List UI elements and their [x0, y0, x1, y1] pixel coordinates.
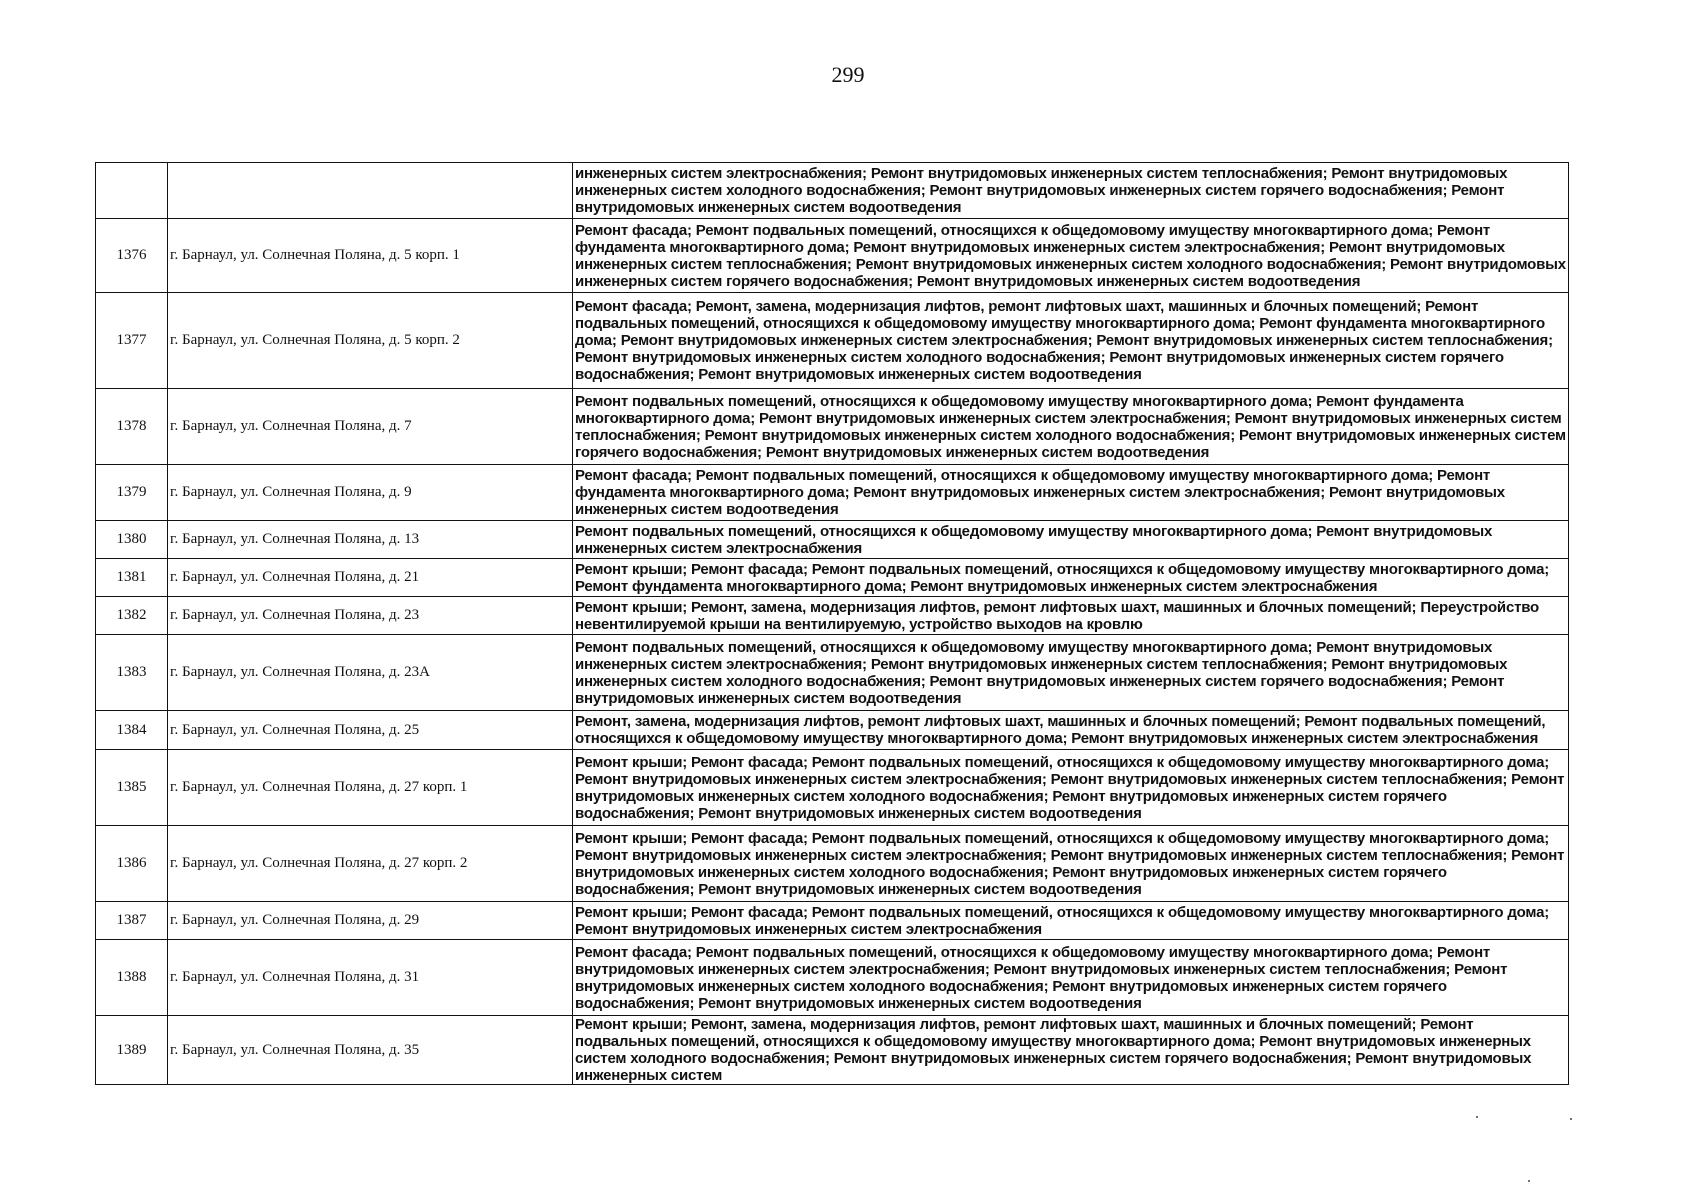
row-works: Ремонт крыши; Ремонт фасада; Ремонт подвальных помещений, относящихся к общедомовому имуществу многоквартирного дома; Ремонт фундамента многоквартирного дома; Ремонт внутридомовых инженерных систем электроснабжения: [573, 559, 1569, 597]
row-works: Ремонт фасада; Ремонт подвальных помещений, относящихся к общедомовому имуществу многоквартирного дома; Ремонт фундамента многоквартирного дома; Ремонт внутридомовых инженерных систем электроснабжения; Ремонт внутридомовых инженерных систем водоотведения: [573, 465, 1569, 521]
table-row: [96, 711, 1569, 750]
row-number: 1379: [96, 465, 168, 521]
table-row: [96, 389, 1569, 465]
row-works: Ремонт подвальных помещений, относящихся к общедомовому имуществу многоквартирного дома; Ремонт внутридомовых инженерных систем электроснабжения: [573, 521, 1569, 559]
row-address: г. Барнаул, ул. Солнечная Поляна, д. 23: [168, 597, 573, 635]
row-address: [168, 163, 573, 219]
row-works: Ремонт крыши; Ремонт, замена, модернизация лифтов, ремонт лифтовых шахт, машинных и блочных помещений; Переустройство невентилируемой крыши на вентилируемую, устройство выходов на кровлю: [573, 597, 1569, 635]
row-number: 1380: [96, 521, 168, 559]
table-row: [96, 465, 1569, 521]
row-number: 1388: [96, 940, 168, 1016]
registry-body: [96, 163, 1569, 1085]
scan-speck: [1570, 1118, 1572, 1120]
table-row: [96, 826, 1569, 902]
row-number: 1381: [96, 559, 168, 597]
row-number: 1384: [96, 711, 168, 750]
row-address: г. Барнаул, ул. Солнечная Поляна, д. 13: [168, 521, 573, 559]
row-address: г. Барнаул, ул. Солнечная Поляна, д. 25: [168, 711, 573, 750]
row-works: Ремонт крыши; Ремонт фасада; Ремонт подвальных помещений, относящихся к общедомовому имуществу многоквартирного дома; Ремонт внутридомовых инженерных систем электроснабжения; Ремонт внутридомовых инженерных систем теплоснабжения; Ремонт внутридомовых инженерных систем холодного водоснабжения; Ремонт внутридомовых инженерных систем горячего водоснабжения; Ремонт внутридомовых инженерных систем водоотведения: [573, 750, 1569, 826]
row-number: 1377: [96, 293, 168, 389]
row-address: г. Барнаул, ул. Солнечная Поляна, д. 35: [168, 1016, 573, 1085]
row-address: г. Барнаул, ул. Солнечная Поляна, д. 5 корп. 1: [168, 219, 573, 293]
row-number: 1387: [96, 902, 168, 940]
row-number: 1378: [96, 389, 168, 465]
row-works: Ремонт фасада; Ремонт, замена, модернизация лифтов, ремонт лифтовых шахт, машинных и блочных помещений; Ремонт подвальных помещений, относящихся к общедомовому имуществу многоквартирного дома; Ремонт фундамента многоквартирного дома; Ремонт внутридомовых инженерных систем электроснабжения; Ремонт внутридомовых инженерных систем теплоснабжения; Ремонт внутридомовых инженерных систем холодного водоснабжения; Ремонт внутридомовых инженерных систем горячего водоснабжения; Ремонт внутридомовых инженерных систем водоотведения: [573, 293, 1569, 389]
row-works: Ремонт крыши; Ремонт, замена, модернизация лифтов, ремонт лифтовых шахт, машинных и блочных помещений; Ремонт подвальных помещений, относящихся к общедомовому имуществу многоквартирного дома; Ремонт внутридомовых инженерных систем холодного водоснабжения; Ремонт внутридомовых инженерных систем горячего водоснабжения; Ремонт внутридомовых инженерных систем: [573, 1016, 1569, 1085]
row-address: г. Барнаул, ул. Солнечная Поляна, д. 7: [168, 389, 573, 465]
row-address: г. Барнаул, ул. Солнечная Поляна, д. 27 корп. 1: [168, 750, 573, 826]
row-works: Ремонт, замена, модернизация лифтов, ремонт лифтовых шахт, машинных и блочных помещений; Ремонт подвальных помещений, относящихся к общедомовому имуществу многоквартирного дома; Ремонт внутридомовых инженерных систем электроснабжения: [573, 711, 1569, 750]
row-works: Ремонт подвальных помещений, относящихся к общедомовому имуществу многоквартирного дома; Ремонт фундамента многоквартирного дома; Ремонт внутридомовых инженерных систем электроснабжения; Ремонт внутридомовых инженерных систем теплоснабжения; Ремонт внутридомовых инженерных систем холодного водоснабжения; Ремонт внутридомовых инженерных систем горячего водоснабжения; Ремонт внутридомовых инженерных систем водоотведения: [573, 389, 1569, 465]
table-row: [96, 635, 1569, 711]
row-address: г. Барнаул, ул. Солнечная Поляна, д. 9: [168, 465, 573, 521]
table-row: [96, 559, 1569, 597]
table-row: [96, 902, 1569, 940]
row-address: г. Барнаул, ул. Солнечная Поляна, д. 5 корп. 2: [168, 293, 573, 389]
row-works: инженерных систем электроснабжения; Ремонт внутридомовых инженерных систем теплоснабжения; Ремонт внутридомовых инженерных систем холодного водоснабжения; Ремонт внутридомовых инженерных систем горячего водоснабжения; Ремонт внутридомовых инженерных систем водоотведения: [573, 163, 1569, 219]
row-number: [96, 163, 168, 219]
table-row: [96, 163, 1569, 219]
scan-speck: [1528, 1180, 1530, 1182]
table-row: [96, 940, 1569, 1016]
row-number: 1385: [96, 750, 168, 826]
table-row: [96, 293, 1569, 389]
row-works: Ремонт крыши; Ремонт фасада; Ремонт подвальных помещений, относящихся к общедомовому имуществу многоквартирного дома; Ремонт внутридомовых инженерных систем электроснабжения; Ремонт внутридомовых инженерных систем теплоснабжения; Ремонт внутридомовых инженерных систем холодного водоснабжения; Ремонт внутридомовых инженерных систем горячего водоснабжения; Ремонт внутридомовых инженерных систем водоотведения: [573, 826, 1569, 902]
table-row: [96, 219, 1569, 293]
row-address: г. Барнаул, ул. Солнечная Поляна, д. 21: [168, 559, 573, 597]
row-works: Ремонт фасада; Ремонт подвальных помещений, относящихся к общедомовому имуществу многоквартирного дома; Ремонт фундамента многоквартирного дома; Ремонт внутридомовых инженерных систем электроснабжения; Ремонт внутридомовых инженерных систем теплоснабжения; Ремонт внутридомовых инженерных систем холодного водоснабжения; Ремонт внутридомовых инженерных систем горячего водоснабжения; Ремонт внутридомовых инженерных систем водоотведения: [573, 219, 1569, 293]
row-number: 1383: [96, 635, 168, 711]
row-number: 1382: [96, 597, 168, 635]
table-row: [96, 1016, 1569, 1085]
repair-registry-table: [95, 162, 1569, 1085]
row-address: г. Барнаул, ул. Солнечная Поляна, д. 31: [168, 940, 573, 1016]
table-row: [96, 597, 1569, 635]
scan-speck: [1476, 1116, 1478, 1118]
row-address: г. Барнаул, ул. Солнечная Поляна, д. 23А: [168, 635, 573, 711]
row-works: Ремонт подвальных помещений, относящихся к общедомовому имуществу многоквартирного дома; Ремонт внутридомовых инженерных систем электроснабжения; Ремонт внутридомовых инженерных систем теплоснабжения; Ремонт внутридомовых инженерных систем холодного водоснабжения; Ремонт внутридомовых инженерных систем горячего водоснабжения; Ремонт внутридомовых инженерных систем водоотведения: [573, 635, 1569, 711]
table-row: [96, 521, 1569, 559]
table-row: [96, 750, 1569, 826]
row-number: 1386: [96, 826, 168, 902]
row-address: г. Барнаул, ул. Солнечная Поляна, д. 29: [168, 902, 573, 940]
row-works: Ремонт крыши; Ремонт фасада; Ремонт подвальных помещений, относящихся к общедомовому имуществу многоквартирного дома; Ремонт внутридомовых инженерных систем электроснабжения: [573, 902, 1569, 940]
row-number: 1376: [96, 219, 168, 293]
row-address: г. Барнаул, ул. Солнечная Поляна, д. 27 корп. 2: [168, 826, 573, 902]
row-works: Ремонт фасада; Ремонт подвальных помещений, относящихся к общедомовому имуществу многоквартирного дома; Ремонт внутридомовых инженерных систем электроснабжения; Ремонт внутридомовых инженерных систем теплоснабжения; Ремонт внутридомовых инженерных систем холодного водоснабжения; Ремонт внутридомовых инженерных систем горячего водоснабжения; Ремонт внутридомовых инженерных систем водоотведения: [573, 940, 1569, 1016]
page-number: 299: [831, 62, 865, 87]
row-number: 1389: [96, 1016, 168, 1085]
